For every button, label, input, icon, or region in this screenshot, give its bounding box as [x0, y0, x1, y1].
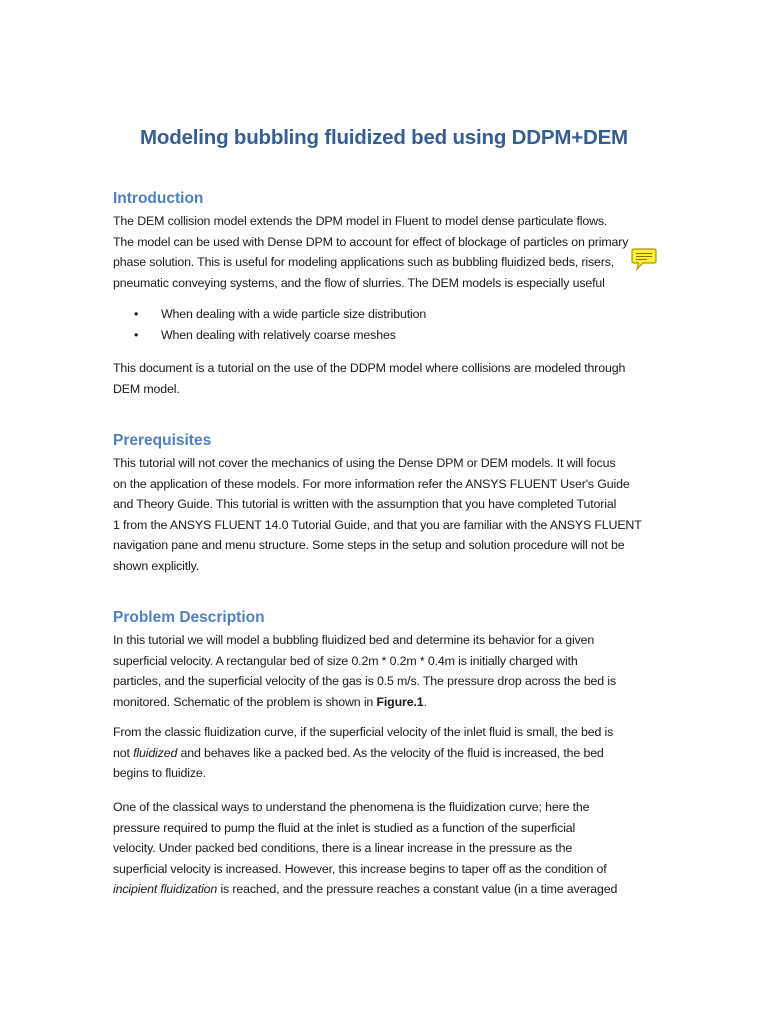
- list-item-text: When dealing with a wide particle size distribution: [161, 307, 427, 321]
- text-line: [113, 692, 663, 713]
- heading-problem-description: Problem Description: [113, 609, 265, 626]
- italic-term: incipient fluidization: [113, 882, 218, 896]
- text-line: pressure required to pump the fluid at the inlet is studied as a function of the superficial: [113, 820, 576, 835]
- figure-reference: Figure.1: [376, 694, 424, 709]
- list-item: [113, 304, 633, 325]
- text-line: velocity. Under packed bed conditions, there is a linear increase in the pressure as the: [113, 841, 573, 855]
- introduction-closing-paragraph: [113, 358, 663, 399]
- text-segment: and behaves like a packed bed. As the velocity of the fluid is increased, the bed: [177, 745, 604, 760]
- text-line: phase solution. This is useful for modeling applications such as bubbling fluidized beds, risers,: [113, 255, 615, 269]
- heading-prerequisites: Prerequisites: [113, 432, 212, 449]
- text-line: In this tutorial we will model a bubbling fluidized bed and determine its behavior for a given: [113, 633, 595, 647]
- text-line: shown explicitly.: [113, 558, 200, 573]
- text-line: on the application of these models. For more information refer the ANSYS FLUENT User's Guide: [113, 476, 630, 491]
- comment-icon[interactable]: [631, 247, 657, 271]
- text-line: This tutorial will not cover the mechanics of using the Dense DPM or DEM models. It will focus: [113, 456, 616, 470]
- text-line: begins to fluidize.: [113, 766, 206, 780]
- text-segment: is reached, and the pressure reaches a constant value (in a time averaged: [217, 882, 618, 896]
- text-segment: .: [423, 694, 427, 709]
- text-line: navigation pane and menu structure. Some steps in the setup and solution procedure will not be: [113, 538, 625, 552]
- text-line: particles, and the superficial velocity of the gas is 0.5 m/s. The pressure drop across the bed is: [113, 674, 616, 688]
- bullet-icon: •: [134, 328, 139, 342]
- italic-term: fluidized: [133, 745, 178, 760]
- text-line: [113, 743, 663, 764]
- text-line: superficial velocity. A rectangular bed of size 0.2m * 0.2m * 0.4m is initially charged with: [113, 653, 578, 668]
- list-item-text: When dealing with relatively coarse meshes: [161, 328, 396, 342]
- problem-paragraph-3: [113, 797, 663, 900]
- heading-introduction: Introduction: [113, 190, 204, 207]
- text-line: pneumatic conveying systems, and the flow of slurries. The DEM models is especially useful: [113, 275, 605, 290]
- bullet-icon: •: [134, 307, 139, 321]
- text-line: 1 from the ANSYS FLUENT 14.0 Tutorial Guide, and that you are familiar with the ANSYS FLUENT: [113, 517, 642, 532]
- document-title: Modeling bubbling fluidized bed using DDPM+DEM: [140, 126, 628, 149]
- text-line: This document is a tutorial on the use of the DDPM model where collisions are modeled through: [113, 361, 626, 375]
- problem-paragraph-1: [113, 630, 663, 712]
- text-line: The model can be used with Dense DPM to account for effect of blockage of particles on primary: [113, 234, 629, 249]
- text-line: [113, 879, 663, 900]
- introduction-bullet-list: [113, 304, 633, 346]
- problem-paragraph-2: [113, 722, 663, 784]
- text-line: The DEM collision model extends the DPM model in Fluent to model dense particulate flows.: [113, 214, 608, 228]
- introduction-paragraph: [113, 211, 663, 293]
- text-segment: not: [113, 745, 134, 760]
- text-line: From the classic fluidization curve, if the superficial velocity of the inlet fluid is small, the bed is: [113, 725, 614, 739]
- text-segment: monitored. Schematic of the problem is shown in: [113, 694, 377, 709]
- list-item: [113, 325, 633, 346]
- text-line: One of the classical ways to understand the phenomena is the fluidization curve; here the: [113, 800, 590, 814]
- text-line: DEM model.: [113, 381, 180, 396]
- text-line: superficial velocity is increased. However, this increase begins to taper off as the condition of: [113, 861, 607, 876]
- text-line: and Theory Guide. This tutorial is written with the assumption that you have completed Tutorial: [113, 497, 617, 511]
- prerequisites-paragraph: [113, 453, 663, 576]
